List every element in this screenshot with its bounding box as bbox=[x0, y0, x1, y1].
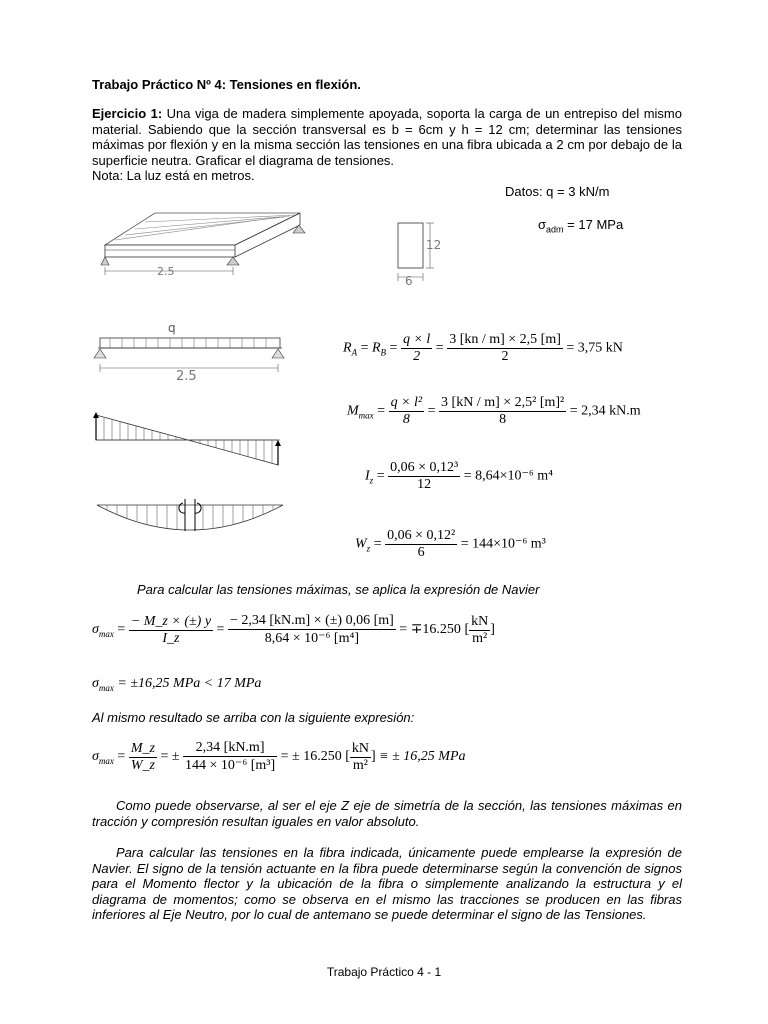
equation-moment: $M_{max}$ = $\frac{\text{q × l²}}{8}$ = $\frac{\text{3 [kN / m] × 2,5² [m]²}}{8}$ = 2,34 kN.m bbox=[347, 395, 641, 427]
sigma-result: $\sigma_{max} = \pm 16,25$ MPa < 17 MPa bbox=[92, 676, 262, 693]
moment-frac2: $\frac{\text{3 [kN / m] × 2,5² [m]²}}{8}$ bbox=[441, 395, 565, 427]
navier-unit: $\frac{kN}{\text{m²}}$ bbox=[471, 613, 489, 646]
inertia-frac: $\frac{\text{0,06 × 0,12³}}{12}$ bbox=[390, 460, 459, 492]
sigma-value: = 17 MPa bbox=[567, 217, 624, 232]
exercise-statement bbox=[92, 106, 682, 184]
equation-reactions: $R_A = R_B$ = $\frac{q \times l}{2}$ = $\frac{3 [kn / m] \times 2,5 [m]}{2}$ = 3,75 kN bbox=[343, 332, 623, 364]
modulus-result: = 144×10⁻⁶ m³ bbox=[460, 536, 546, 552]
sigma-sub: adm bbox=[546, 224, 564, 235]
data-q: Datos: q = 3 kN/m bbox=[505, 184, 610, 199]
alt-frac2: $\frac{2,34 [kN.m]}{\text{144 × 10⁻⁶ [m³]}}$ bbox=[185, 740, 276, 773]
cross-section-drawing bbox=[390, 215, 450, 290]
alt-frac1: $\frac{M\_z}{W\_z}$ bbox=[130, 740, 155, 773]
equation-modulus: $W_z$ = $\frac{\text{0,06 × 0,12²}}{6}$ = 144×10⁻⁶ m³ bbox=[355, 528, 546, 560]
equation-alternative: $\sigma_{max}$ = $\frac{M\_z}{W\_z}$ = ± $\frac{2,34 [kN.m]}{\text{144 × 10⁻⁶ [m³]}}$ = ± 16.250 [ $\frac{kN}{\text{m²}}$ ] ≡ ± 16,25 MPa bbox=[92, 740, 466, 773]
navier-result: = ∓16.250 bbox=[399, 622, 461, 638]
navier-intro: Para calcular las tensiones máximas, se aplica la expresión de Navier bbox=[137, 582, 540, 597]
inertia-result: = 8,64×10⁻⁶ m⁴ bbox=[463, 468, 554, 484]
beam-3d-drawing bbox=[95, 205, 320, 290]
paragraph-fiber: Para calcular las tensiones en la fibra indicada, únicamente puede emplearse la expresión de Navier. El signo de la tensión actuante en la fibra puede determinarse según la convención de signos para el Momento flector y la ubicación de la fibra o simplemente analizando la estructura y el diagrama de momentos; como se observa en el mismo las tracciones se producen en las fibras inferiores al Eje Neutro, por lo cual de antemano se puede determinar el signo de las Tensiones. bbox=[92, 845, 682, 922]
alt-result2: ≡ ± 16,25 MPa bbox=[379, 749, 466, 765]
paragraph-symmetry: Como puede observarse, al ser el eje Z eje de simetría de la sección, las tensiones máximas en tracción y compresión resultan iguales en valor absoluto. bbox=[92, 798, 682, 829]
data-sigma-adm bbox=[538, 217, 623, 238]
beam-model-drawing bbox=[90, 318, 290, 388]
navier-frac1: $\frac{- M\_z \times (\pm) y}{I\_z}$ bbox=[130, 613, 212, 646]
alt-result1: = ± 16.250 bbox=[280, 749, 342, 765]
sigma-symbol: σ bbox=[538, 217, 547, 232]
reactions-frac2: $\frac{3 [kn / m] \times 2,5 [m]}{2}$ bbox=[449, 332, 561, 364]
navier-frac2: $\frac{- 2,34 [kN.m] \times (\pm) 0,06 [m]}{\text{8,64 × 10⁻⁶ [m⁴]}}$ bbox=[229, 613, 394, 646]
section-b-label: 6 bbox=[405, 274, 413, 288]
reactions-frac1: $\frac{q \times l}{2}$ bbox=[402, 332, 431, 364]
moment-diagram bbox=[95, 495, 285, 545]
page-footer: Trabajo Práctico 4 - 1 bbox=[326, 965, 442, 979]
equation-navier: $\sigma_{max}$ = $\frac{- M\_z \times (\pm) y}{I\_z}$ = $\frac{- 2,34 [kN.m] \times (\pm) 0,06 [m]}{\text{8,64 × 10⁻⁶ [m⁴]}}$ = ∓16.250 [ $\frac{kN}{\text{m²}}$ ] bbox=[92, 613, 495, 646]
page-title: Trabajo Práctico Nº 4: Tensiones en flexión. bbox=[92, 77, 361, 92]
span-label-top: 2.5 bbox=[157, 265, 175, 278]
reactions-result: = 3,75 kN bbox=[566, 340, 623, 356]
equation-inertia: $I_z$ = $\frac{\text{0,06 × 0,12³}}{12}$ = 8,64×10⁻⁶ m⁴ bbox=[365, 460, 554, 492]
alt-unit: $\frac{kN}{\text{m²}}$ bbox=[351, 740, 369, 773]
exercise-label: Ejercicio 1: bbox=[92, 106, 163, 121]
load-label: q bbox=[168, 321, 176, 335]
span-label-bottom: 2.5 bbox=[176, 369, 197, 384]
moment-frac1: $\frac{\text{q × l²}}{8}$ bbox=[390, 395, 423, 427]
exercise-text: Una viga de madera simplemente apoyada, soporta la carga de un entrepiso del mismo material. Sabiendo que la sección transversal es b = 6cm y h = 12 cm; determinar las tensiones máximas por flexión y en la misma sección las tensiones en una fibra ubicada a 2 cm por debajo de la superficie neutra. Graficar el diagrama de tensiones. bbox=[92, 106, 682, 168]
sigma-result-value: = ±16,25 MPa < 17 MPa bbox=[117, 676, 262, 691]
moment-result: = 2,34 kN.m bbox=[569, 403, 641, 419]
alt-intro: Al mismo resultado se arriba con la siguiente expresión: bbox=[92, 710, 415, 725]
modulus-frac: $\frac{\text{0,06 × 0,12²}}{6}$ bbox=[387, 528, 456, 560]
exercise-note: Nota: La luz está en metros. bbox=[92, 168, 255, 183]
shear-diagram bbox=[90, 410, 290, 470]
section-h-label: 12 bbox=[426, 238, 442, 252]
